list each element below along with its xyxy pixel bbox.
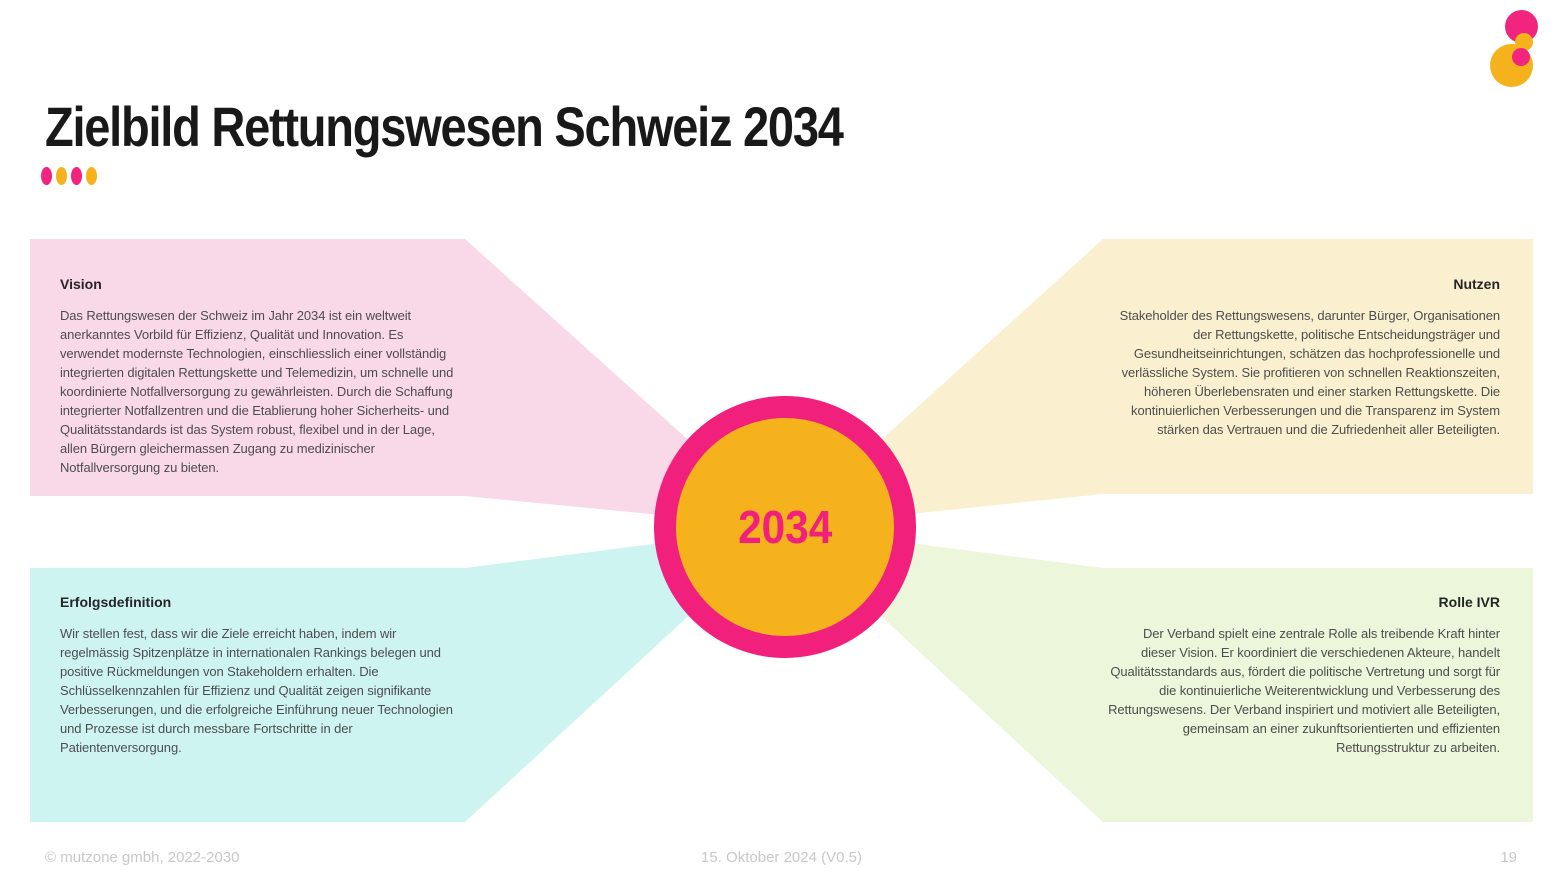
title-dot-icon — [71, 167, 82, 185]
footer-date-version: 15. Oktober 2024 (V0.5) — [701, 849, 862, 866]
center-year-circle — [654, 396, 916, 658]
vision-heading: Vision — [60, 276, 102, 292]
vision-body: Das Rettungswesen der Schweiz im Jahr 2034 ist ein weltweit anerkanntes Vorbild für Effizienz, Qualität und Innovation. Es verwendet modernste Technologien, einschliesslich einer vollständig integrierten digitalen Rettungskette und Telemedizin, um schnelle und koordinierte Notfallversorgung zu gewährleisten. Durch die Schaffung integrierter Notfallzentren und die Etablierung hoher Sicherheits- und Qualitätsstandards ist das System robust, flexibel und in der Lage, allen Bürgern gleichermassen Zugang zu medizinischer Notfallversorgung zu bieten. — [60, 308, 454, 475]
rolle-ivr-body: Der Verband spielt eine zentrale Rolle als treibende Kraft hinter dieser Vision. Er koordiniert die verschiedenen Akteure, handelt Qualitätsstandards aus, fördert die politische Vertretung und sorgt für die kontinuierliche Weiterentwicklung und Verbesserung des Rettungswesens. Der Verband inspiriert und motiviert alle Beteiligten, gemeinsam an einer zukunftsorientierten und effizienten Rettungsstruktur zu arbeiten. — [1108, 626, 1500, 755]
nutzen-heading: Nutzen — [1453, 276, 1500, 292]
title-accent-dots — [41, 167, 97, 185]
page-title: Zielbild Rettungswesen Schweiz 2034 — [45, 95, 843, 158]
rolle-ivr-heading: Rolle IVR — [1438, 594, 1500, 610]
erfolgsdefinition-heading: Erfolgsdefinition — [60, 594, 172, 610]
title-dot-icon — [56, 167, 67, 185]
logo-circle-pink-small — [1512, 48, 1530, 66]
nutzen-body: Stakeholder des Rettungswesens, darunter Bürger, Organisationen der Rettungskette, politische Entscheidungsträger und Gesundheitseinrichtungen, schätzen das hochprofessionelle und verlässliche System. Sie profitieren von schnellen Reaktionszeiten, höheren Überlebensraten und einer starken Rettungskette. Die kontinuierlichen Verbesserungen und die Transparenz im System stärken das Vertrauen und die Zufriedenheit aller Beteiligten. — [1119, 308, 1500, 437]
center-year-label: 2034 — [737, 501, 833, 553]
title-dot-icon — [86, 167, 97, 185]
footer-copyright: © mutzone gmbh, 2022-2030 — [45, 849, 240, 866]
erfolgsdefinition-body: Wir stellen fest, dass wir die Ziele erreicht haben, indem wir regelmässig Spitzenplätze in internationalen Rankings belegen und positive Rückmeldungen von Stakeholdern erhalten. Die Schlüsselkennzahlen für Effizienz und Qualität zeigen signifikante Verbesserungen, und die erfolgreiche Einführung neuer Technologien und Prozesse ist durch messbare Fortschritte in der Patientenversorgung. — [60, 626, 453, 755]
title-dot-icon — [41, 167, 52, 185]
footer-page-number: 19 — [1500, 849, 1517, 866]
